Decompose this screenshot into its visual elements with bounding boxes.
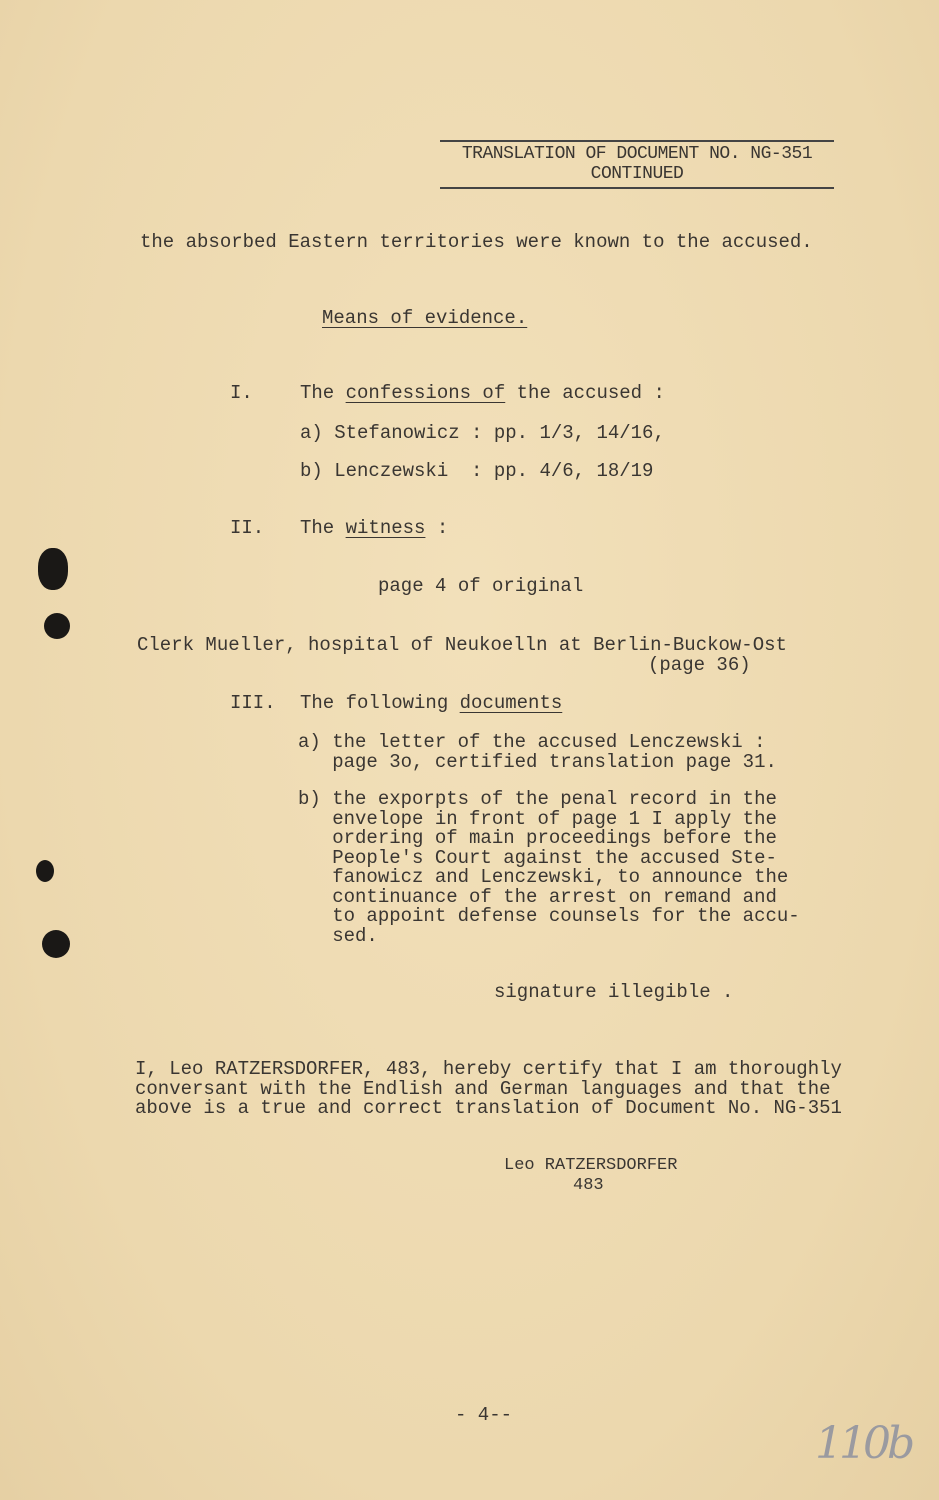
text: The following bbox=[300, 692, 460, 714]
item-i-text bbox=[300, 384, 665, 404]
text-line: page 3o, certified translation page 31. bbox=[298, 750, 777, 773]
item-i-a: a) Stefanowicz : pp. 1/3, 14/16, bbox=[300, 422, 665, 444]
item-iii-text bbox=[300, 694, 562, 714]
underlined-text: witness bbox=[345, 517, 426, 539]
text-line: fanowicz and Lenczewski, to announce the bbox=[298, 866, 789, 888]
text-line: b) the exporpts of the penal record in the bbox=[298, 788, 777, 810]
item-iii-b bbox=[298, 790, 800, 946]
header-continued: CONTINUED bbox=[590, 164, 684, 184]
handwritten-mark: 110b bbox=[815, 1418, 912, 1469]
item-ii-number: II. bbox=[230, 517, 265, 539]
text-line: People's Court against the accused Ste- bbox=[298, 846, 777, 869]
text-line: continuance of the arrest on remand and bbox=[298, 885, 777, 908]
text: The bbox=[300, 517, 346, 539]
section-title: Means of evidence. bbox=[322, 307, 528, 329]
text-line: ordering of main proceedings before the bbox=[298, 827, 777, 849]
header-title: TRANSLATION OF DOCUMENT NO. NG-351 bbox=[461, 144, 813, 164]
underlined-text: documents bbox=[459, 692, 563, 714]
text-line: conversant with the Endlish and German languages and that the bbox=[135, 1077, 831, 1100]
item-ii-text bbox=[300, 519, 448, 539]
item-i-number: I. bbox=[230, 382, 253, 404]
text-line: sed. bbox=[298, 924, 378, 947]
item-iii-number: III. bbox=[230, 692, 276, 714]
witness-line: Clerk Mueller, hospital of Neukoelln at Berlin-Buckow-Ost bbox=[137, 634, 787, 656]
certification bbox=[135, 1060, 842, 1119]
punch-hole bbox=[42, 930, 70, 958]
punch-hole bbox=[38, 548, 68, 590]
translator-name: Leo RATZERSDORFER bbox=[504, 1156, 678, 1175]
text-line: I, Leo RATZERSDORFER, 483, hereby certify that I am thoroughly bbox=[135, 1058, 842, 1080]
page-number: - 4-- bbox=[455, 1404, 513, 1426]
text: the accused : bbox=[505, 382, 665, 404]
text-line: to appoint defense counsels for the accu- bbox=[298, 905, 800, 927]
text-line: above is a true and correct translation of Document No. NG-351 bbox=[135, 1097, 842, 1119]
text-line: envelope in front of page 1 I apply the bbox=[298, 807, 777, 830]
item-i-b: b) Lenczewski : pp. 4/6, 18/19 bbox=[300, 460, 654, 482]
witness-page: (page 36) bbox=[648, 654, 751, 676]
text: : bbox=[425, 517, 449, 539]
intro-line: the absorbed Eastern territories were known to the accused. bbox=[140, 231, 813, 253]
underlined-text: confessions of bbox=[345, 382, 506, 404]
text: The bbox=[300, 382, 346, 404]
text-line: a) the letter of the accused Lenczewski : bbox=[298, 731, 766, 753]
document-header bbox=[440, 140, 834, 189]
signature-note: signature illegible . bbox=[494, 981, 734, 1003]
page-marker: page 4 of original bbox=[378, 575, 584, 597]
translator-number: 483 bbox=[573, 1176, 604, 1195]
punch-hole bbox=[44, 613, 70, 639]
punch-hole bbox=[36, 860, 54, 882]
item-iii-a bbox=[298, 733, 777, 772]
